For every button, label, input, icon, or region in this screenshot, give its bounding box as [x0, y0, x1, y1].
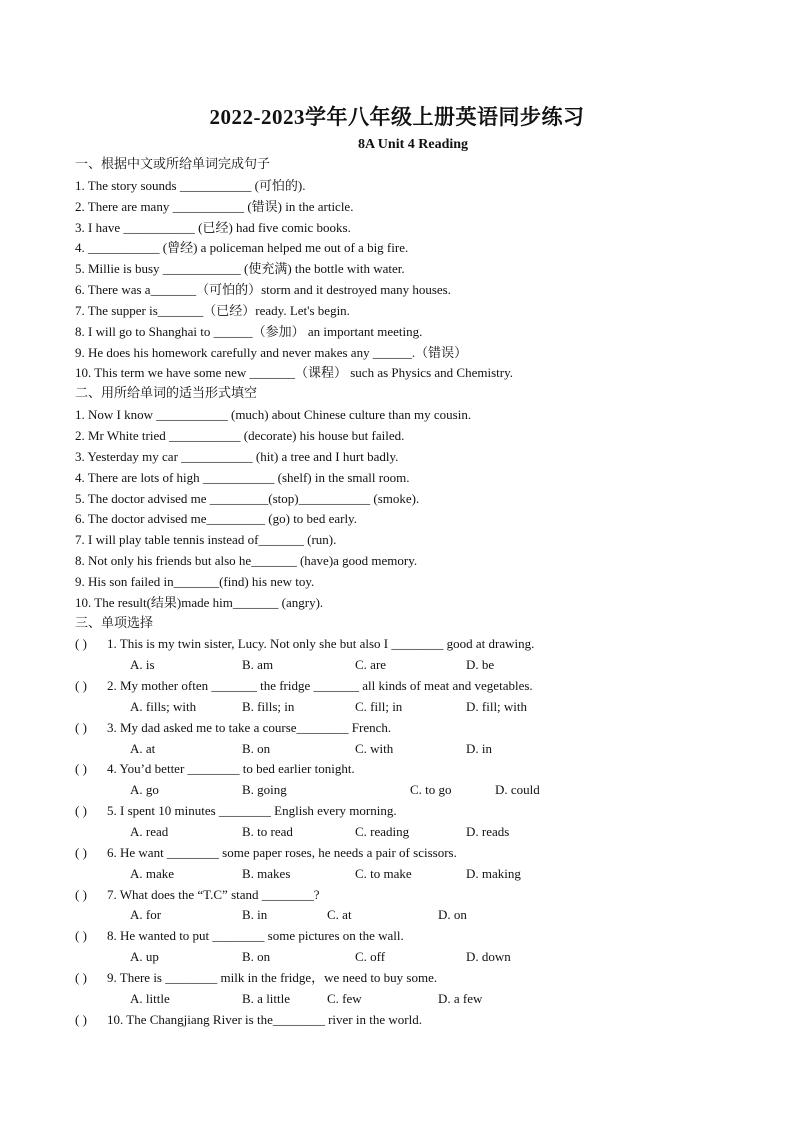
answer-blank[interactable]: ( )	[75, 678, 87, 694]
multiple-choice-list	[75, 634, 765, 1030]
question-item: 4. There are lots of high ___________ (shelf) in the small room.	[75, 469, 410, 485]
mcq-option[interactable]: A. fills; with	[130, 698, 197, 714]
answer-blank[interactable]: ( )	[75, 719, 87, 735]
answer-blank[interactable]: ( )	[75, 928, 87, 944]
mcq-option[interactable]: D. could	[495, 782, 540, 798]
mcq-question	[75, 885, 765, 906]
mcq-question	[75, 801, 765, 822]
mcq-option[interactable]: D. making	[466, 865, 521, 881]
mcq-question-text: 6. He want ________ some paper roses, he needs a pair of scissors.	[107, 844, 457, 860]
question-item: 6. The doctor advised me_________ (go) to bed early.	[75, 511, 357, 527]
mcq-question	[75, 843, 765, 864]
mcq-options	[75, 864, 765, 885]
answer-blank[interactable]: ( )	[75, 844, 87, 860]
mcq-question	[75, 718, 765, 739]
mcq-option[interactable]: B. am	[242, 657, 274, 673]
question-item: 4. ___________ (曾经) a policeman helped me out of a big fire.	[75, 240, 409, 256]
mcq-options	[75, 989, 765, 1010]
page-title: 2022-2023学年八年级上册英语同步练习	[209, 105, 585, 129]
mcq-question	[75, 759, 765, 780]
mcq-question-text: 7. What does the “T.C” stand ________?	[107, 886, 320, 902]
answer-blank[interactable]: ( )	[75, 969, 87, 985]
mcq-option[interactable]: C. reading	[355, 824, 410, 839]
mcq-question-text: 5. I spent 10 minutes ________ English every morning.	[107, 803, 397, 819]
mcq-option[interactable]: A. little	[130, 990, 170, 1006]
mcq-option[interactable]: C. to make	[355, 865, 412, 881]
question-item: 7. I will play table tennis instead of_______ (run).	[75, 532, 337, 548]
question-item: 9. He does his homework carefully and never makes any ______.（错误）	[75, 344, 468, 360]
mcq-question-text: 10. The Changjiang River is the________ river in the world.	[107, 1011, 422, 1027]
answer-blank[interactable]: ( )	[75, 761, 87, 777]
mcq-question-text: 4. You’d better ________ to bed earlier tonight.	[107, 761, 355, 777]
question-item: 6. There was a_______（可怕的）storm and it destroyed many houses.	[75, 282, 451, 298]
mcq-option[interactable]: B. in	[242, 907, 268, 923]
page-subtitle: 8A Unit 4 Reading	[357, 137, 469, 152]
mcq-options	[75, 655, 765, 676]
mcq-question-text: 3. My dad asked me to take a course________ French.	[107, 719, 392, 735]
mcq-option[interactable]: A. at	[130, 740, 156, 756]
mcq-question-text: 1. This is my twin sister, Lucy. Not only she but also I ________ good at drawing.	[107, 636, 535, 652]
question-item: 1. The story sounds ___________ (可怕的).	[75, 177, 306, 193]
question-item: 10. This term we have some new _______（课程） such as Physics and Chemistry.	[75, 365, 513, 381]
mcq-option[interactable]: C. with	[355, 740, 394, 756]
mcq-question-text: 9. There is ________ milk in the fridge，we need to buy some.	[107, 969, 438, 985]
mcq-question	[75, 968, 765, 989]
mcq-option[interactable]: D. a few	[438, 990, 483, 1006]
question-item: 10. The result(结果)made him_______ (angry).	[75, 594, 324, 610]
mcq-options	[75, 822, 765, 843]
mcq-option[interactable]: A. read	[130, 824, 169, 839]
mcq-options	[75, 739, 765, 760]
mcq-question	[75, 1010, 765, 1031]
answer-blank[interactable]: ( )	[75, 886, 87, 902]
section-heading-1: 一、根据中文或所给单词完成句子	[75, 157, 271, 172]
question-item: 3. Yesterday my car ___________ (hit) a tree and I hurt badly.	[75, 448, 399, 464]
mcq-option[interactable]: D. down	[466, 949, 511, 965]
mcq-option[interactable]: B. going	[242, 782, 287, 798]
question-item: 1. Now I know ___________ (much) about Chinese culture than my cousin.	[75, 407, 472, 423]
question-item: 8. Not only his friends but also he_______ (have)a good memory.	[75, 553, 418, 569]
mcq-question	[75, 634, 765, 655]
mcq-option[interactable]: C. are	[355, 657, 387, 673]
question-item: 3. I have ___________ (已经) had five comic books.	[75, 219, 351, 235]
mcq-option[interactable]: D. fill; with	[466, 698, 528, 714]
mcq-options	[75, 905, 765, 926]
mcq-option[interactable]: C. fill; in	[355, 698, 403, 714]
mcq-option[interactable]: B. makes	[242, 865, 291, 881]
mcq-option[interactable]: D. in	[466, 740, 492, 756]
answer-blank[interactable]: ( )	[75, 636, 87, 652]
mcq-option[interactable]: B. on	[242, 740, 271, 756]
answer-blank[interactable]: ( )	[75, 1011, 87, 1027]
mcq-option[interactable]: C. off	[355, 949, 386, 965]
mcq-option[interactable]: A. go	[130, 782, 159, 798]
question-item: 5. Millie is busy ____________ (使充满) the bottle with water.	[75, 261, 405, 277]
question-item: 8. I will go to Shanghai to ______（参加） an important meeting.	[75, 323, 423, 339]
mcq-option[interactable]: A. up	[130, 949, 159, 965]
section-heading-2: 二、用所给单词的适当形式填空	[75, 386, 258, 402]
worksheet-content	[75, 155, 765, 1030]
mcq-option[interactable]: B. a little	[242, 990, 291, 1006]
mcq-option[interactable]: C. few	[327, 990, 362, 1006]
question-item: 7. The supper is_______（已经）ready. Let's begin.	[75, 302, 350, 318]
mcq-options	[75, 780, 765, 801]
question-item: 5. The doctor advised me _________(stop)___________ (smoke).	[75, 490, 420, 506]
mcq-options	[75, 947, 765, 968]
question-item: 2. There are many ___________ (错误) in the article.	[75, 198, 354, 214]
mcq-option[interactable]: A. for	[130, 907, 162, 923]
mcq-option[interactable]: B. to read	[242, 824, 293, 839]
mcq-option[interactable]: A. is	[130, 657, 155, 673]
mcq-option[interactable]: D. reads	[466, 824, 510, 839]
mcq-question-text: 2. My mother often _______ the fridge _______ all kinds of meat and vegetables.	[107, 678, 533, 694]
question-item: 2. Mr White tried ___________ (decorate) his house but failed.	[75, 427, 405, 443]
mcq-question-text: 8. He wanted to put ________ some pictures on the wall.	[107, 928, 404, 944]
mcq-option[interactable]: D. on	[438, 907, 467, 923]
mcq-option[interactable]: C. at	[327, 907, 352, 923]
mcq-option[interactable]: A. make	[130, 865, 175, 881]
mcq-option[interactable]: B. fills; in	[242, 698, 295, 714]
answer-blank[interactable]: ( )	[75, 803, 87, 819]
mcq-question	[75, 926, 765, 947]
mcq-options	[75, 697, 765, 718]
mcq-option[interactable]: C. to go	[410, 782, 452, 798]
question-item: 9. His son failed in_______(find) his new toy.	[75, 573, 315, 589]
mcq-option[interactable]: D. be	[466, 657, 495, 673]
section-heading-3: 三、单项选择	[75, 615, 154, 631]
mcq-question	[75, 676, 765, 697]
mcq-option[interactable]: B. on	[242, 949, 271, 965]
